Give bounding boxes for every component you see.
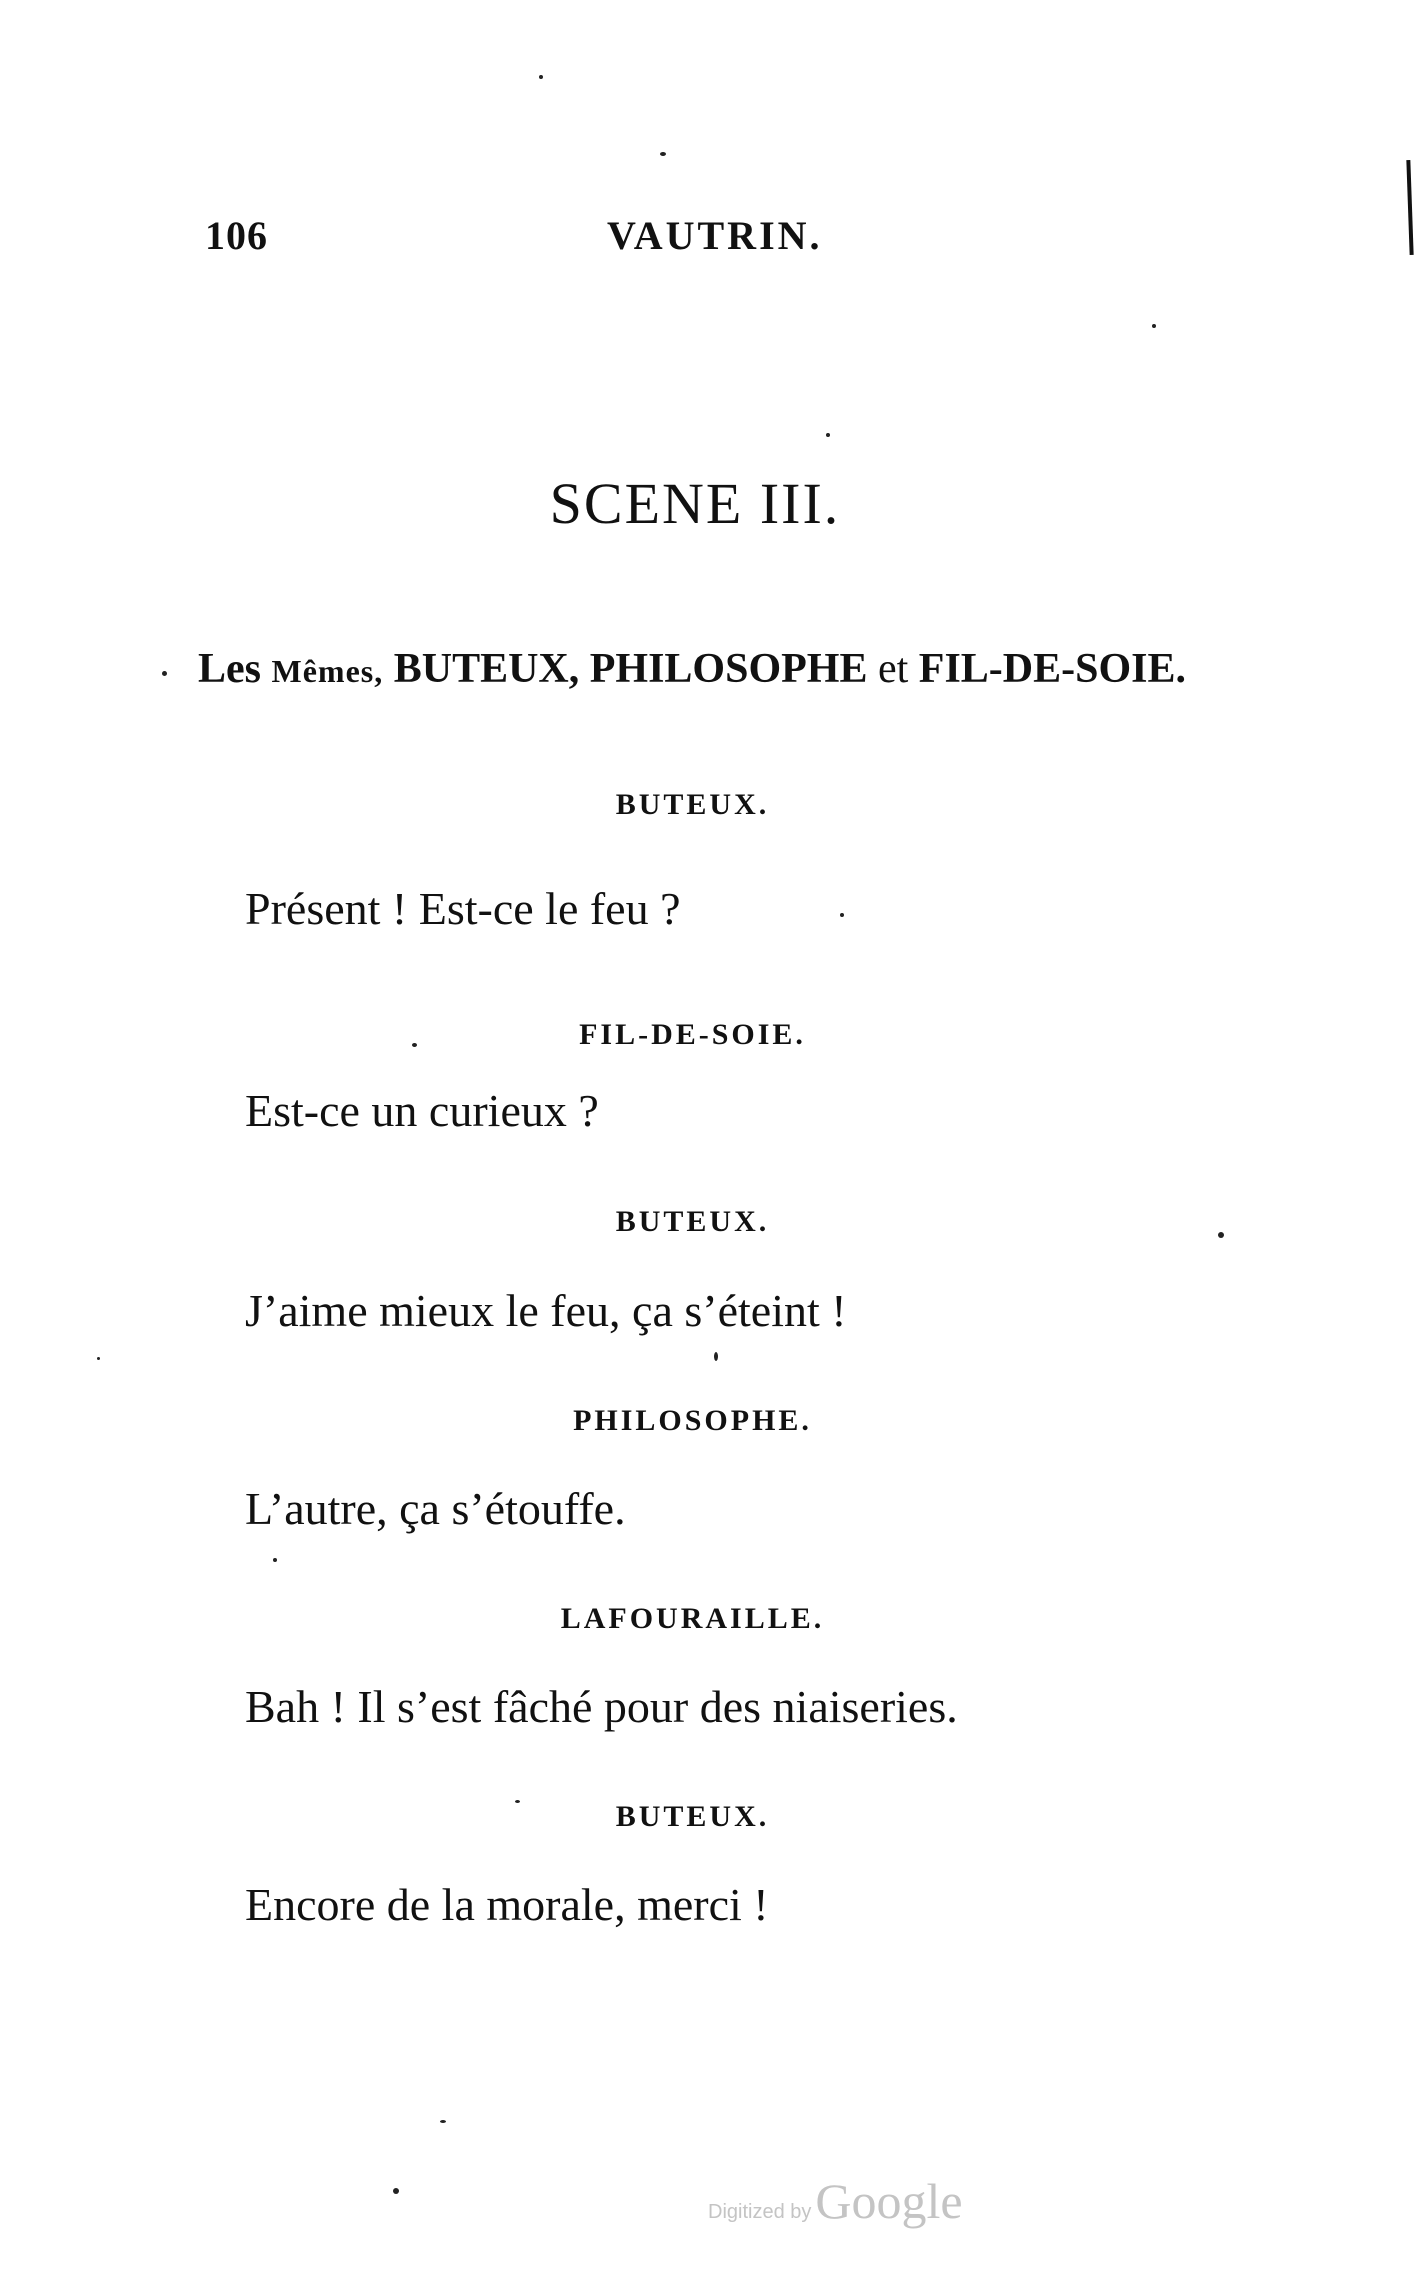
speech-line: J’aime mieux le feu, ça s’éteint ! — [245, 1285, 847, 1336]
scan-speck — [714, 1352, 718, 1361]
digitization-watermark — [708, 2172, 963, 2230]
speaker-label: PHILOSOPHE. — [573, 1404, 812, 1437]
scan-speck — [440, 2120, 446, 2123]
cast-names-last: FIL-DE-SOIE. — [918, 646, 1187, 692]
speech-line: Bah ! Il s’est fâché pour des niaiseries. — [245, 1681, 958, 1732]
running-title: VAUTRIN. — [607, 213, 823, 258]
cast-conjunction: et — [877, 646, 909, 692]
watermark-prefix: Digitized by — [708, 2201, 812, 2223]
speaker-label: LAFOURAILLE. — [560, 1602, 825, 1635]
scan-speck — [1152, 324, 1156, 328]
cast-les: Les — [198, 646, 261, 692]
scan-speck — [539, 75, 543, 79]
scan-speck — [840, 913, 844, 917]
scan-speck — [826, 433, 830, 437]
scan-speck — [393, 2188, 399, 2194]
scan-speck — [97, 1357, 100, 1360]
speaker-label: BUTEUX. — [615, 1800, 770, 1833]
speech-line: Est-ce un curieux ? — [245, 1085, 599, 1136]
speaker-label: BUTEUX. — [615, 1205, 770, 1238]
scan-speck — [660, 152, 666, 156]
cast-names-first: BUTEUX, PHILOSOPHE — [393, 646, 868, 692]
cast-memes: Mêmes, — [271, 653, 384, 689]
watermark-brand: Google — [815, 2173, 963, 2229]
scan-margin-mark — [1406, 160, 1413, 255]
speech-line: L’autre, ça s’étouffe. — [245, 1483, 626, 1534]
speech-line: Encore de la morale, merci ! — [245, 1879, 769, 1930]
scan-speck — [162, 671, 167, 676]
speaker-label: FIL-DE-SOIE. — [579, 1018, 806, 1051]
cast-list — [198, 645, 1186, 693]
scan-speck — [273, 1558, 277, 1562]
speaker-label: BUTEUX. — [615, 788, 770, 821]
scan-speck — [1218, 1232, 1224, 1238]
scan-speck — [412, 1043, 417, 1047]
speech-line: Présent ! Est-ce le feu ? — [245, 883, 681, 934]
scene-title: SCENE III. — [549, 471, 841, 536]
page-number: 106 — [205, 213, 268, 258]
scan-speck — [515, 1800, 520, 1803]
